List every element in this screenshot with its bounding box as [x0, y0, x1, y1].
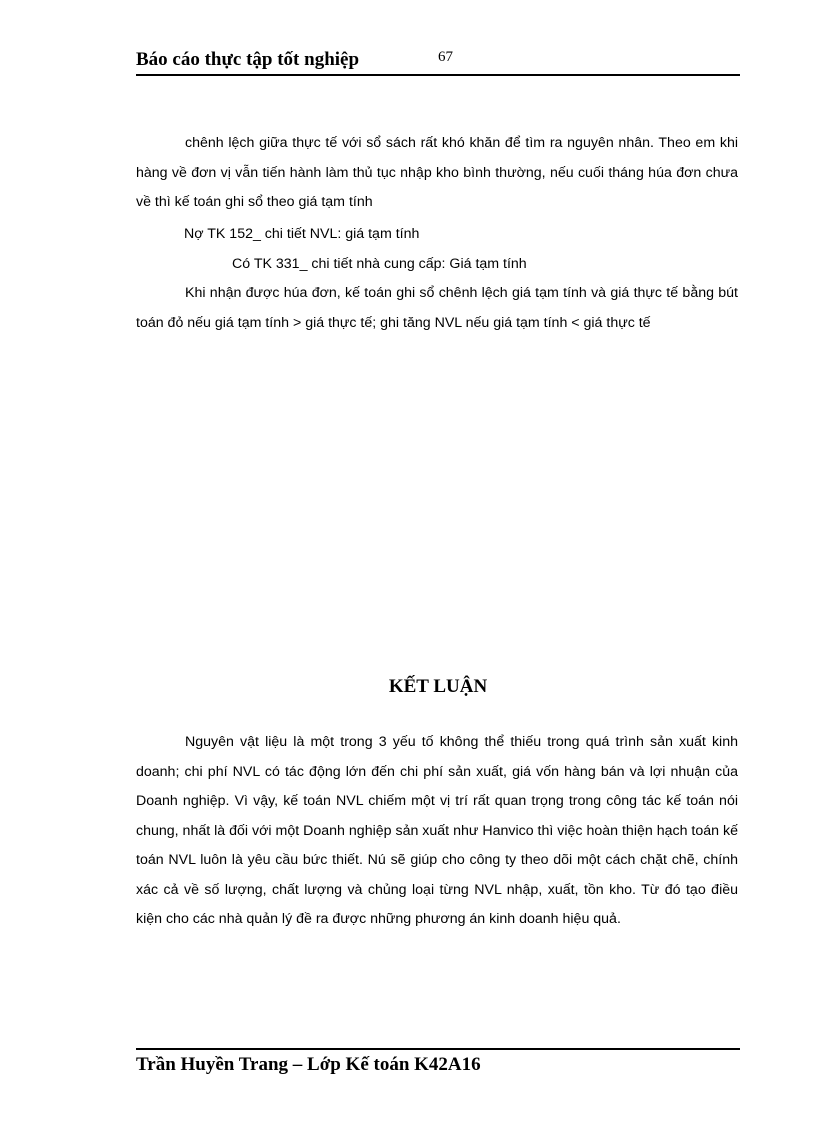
conclusion-heading: KẾT LUẬN: [388, 676, 488, 697]
paragraph-invoice-adjustment: Khi nhận được húa đơn, kế toán ghi sổ chênh lệch giá tạm tính và giá thực tế bằng bút toán đỏ nếu giá tạm tính > giá thực tế; ghi tăng NVL nếu giá tạm tính < giá thực tế: [136, 285, 738, 331]
paragraph-price-difference: chênh lệch giữa thực tế với sổ sách rất khó khăn để tìm ra nguyên nhân. Theo em khi hàng về đơn vị vẫn tiến hành làm thủ tục nhập kho bình thường, nếu cuối tháng húa đơn chưa về thì kế toán ghi sổ theo giá tạm tính: [136, 135, 738, 210]
page-header: [136, 44, 740, 76]
paragraph-conclusion: Nguyên vật liệu là một trong 3 yếu tố không thể thiếu trong quá trình sản xuất kinh doanh; chi phí NVL có tác động lớn đến chi phí sản xuất, giá vốn hàng bán và lợi nhuận của Doanh nghiệp. Vì vậy, kế toán NVL chiếm một vị trí rất quan trọng trong công tác kế toán nói chung, nhất là đối với một Doanh nghiệp sản xuất như Hanvico thì việc hoàn thiện hạch toán kế toán NVL luôn là yêu cầu bức thiết. Nú sẽ giúp cho công ty theo dõi một cách chặt chẽ, chính xác cả về số lượng, chất lượng và chủng loại từng NVL nhập, xuất, tồn kho. Từ đó tạo điều kiện cho các nhà quản lý đề ra được những phương án kinh doanh hiệu quả.: [136, 734, 738, 927]
journal-entry-debit: Nợ TK 152_ chi tiết NVL: giá tạm tính: [184, 226, 420, 242]
page-footer: [136, 1048, 740, 1075]
page-number: 67: [438, 49, 453, 65]
author-line: Trần Huyền Trang – Lớp Kế toán K42A16: [136, 1054, 481, 1075]
report-title: Báo cáo thực tập tốt nghiệp: [136, 49, 360, 70]
journal-entry-credit: Có TK 331_ chi tiết nhà cung cấp: Giá tạm tính: [232, 256, 527, 272]
